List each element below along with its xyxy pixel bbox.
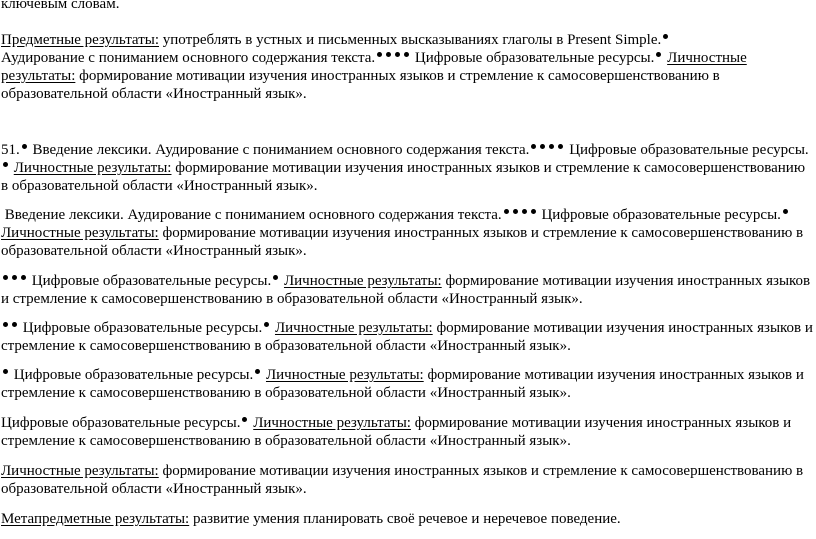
personal-results-label: Личностные результаты:	[274, 320, 433, 336]
bullet-icon	[783, 209, 788, 214]
lesson-number: 51.	[1, 142, 20, 158]
subject-results-label: Предметные результаты:	[1, 32, 159, 48]
personal-results-label: Личностные результаты:	[1, 50, 747, 84]
bullet-icon	[22, 144, 27, 149]
paragraph-intro	[1, 206, 813, 260]
bullet-icon	[242, 417, 247, 422]
bullet-icon	[395, 52, 400, 57]
bullet-icon	[540, 144, 545, 149]
bullet-icon	[273, 275, 278, 280]
bullet-icon	[12, 322, 17, 327]
personal-results-text: формирование мотивации изучения иностранных языков и стремление к самосовершенствованию в образовательной области «Иностранный язык».	[1, 320, 813, 354]
paragraph-personal	[1, 462, 813, 498]
personal-results-label: Личностные результаты:	[1, 225, 159, 241]
personal-results-text: формирование мотивации изучения иностранных языков и стремление к самосовершенствованию в образовательной области «Иностранный язык».	[1, 463, 804, 497]
paragraph-1	[1, 31, 813, 103]
bullet-icon	[255, 369, 260, 374]
intro-vocab-text: Введение лексики. Аудирование с пониманием основного содержания текста.	[4, 207, 502, 223]
bullet-icon	[3, 369, 8, 374]
paragraph-digital	[1, 414, 813, 450]
meta-results-label: Метапредметные результаты:	[1, 511, 190, 527]
personal-results-text: формирование мотивации изучения иностранных языков и стремление к самосовершенствованию в образовательной области «Иностранный язык».	[1, 160, 806, 194]
bullet-icon	[522, 209, 527, 214]
digital-resources-text: Цифровые образовательные ресурсы.	[569, 142, 809, 158]
personal-results-text: формирование мотивации изучения иностранных языков и стремление к самосовершенствованию в образовательной области «Иностранный язык».	[1, 225, 804, 259]
personal-results-label: Личностные результаты:	[13, 160, 172, 176]
paragraph-three-dots	[1, 272, 813, 308]
bullet-icon	[377, 52, 382, 57]
bullet-icon	[386, 52, 391, 57]
bullet-icon	[504, 209, 509, 214]
bullet-icon	[549, 144, 554, 149]
bullet-icon	[663, 34, 668, 39]
personal-results-label: Личностные результаты:	[1, 463, 159, 479]
paragraph-meta	[1, 510, 813, 528]
listening-text: Аудирование с пониманием основного содержания текста.	[1, 50, 376, 66]
personal-results-label: Личностные результаты:	[253, 415, 411, 431]
personal-results-text: формирование мотивации изучения иностранных языков и стремление к самосовершенствованию в образовательной области «Иностранный язык».	[1, 273, 811, 307]
subject-results-text: употреблять в устных и письменных высказываниях глаголы в Present Simple.	[162, 32, 662, 48]
intro-vocab-text: Введение лексики. Аудирование с пониманием основного содержания текста.	[32, 142, 530, 158]
bullet-icon	[21, 275, 26, 280]
bullet-icon	[531, 209, 536, 214]
bullet-icon	[531, 144, 536, 149]
personal-results-label: Личностные результаты:	[283, 273, 442, 289]
bullet-icon	[3, 322, 8, 327]
personal-results-text: формирование мотивации изучения иностранных языков и стремление к самосовершенствованию в образовательной области «Иностранный язык».	[1, 415, 792, 449]
digital-resources-text: Цифровые образовательные ресурсы.	[22, 320, 263, 336]
digital-resources-text: Цифровые образовательные ресурсы.	[541, 207, 781, 223]
bullet-icon	[3, 162, 8, 167]
digital-resources-text: Цифровые образовательные ресурсы.	[414, 50, 655, 66]
personal-results-label: Личностные результаты:	[265, 367, 424, 383]
digital-resources-text: Цифровые образовательные ресурсы.	[1, 415, 241, 431]
bullet-icon	[404, 52, 409, 57]
bullet-icon	[513, 209, 518, 214]
paragraph-51	[1, 141, 813, 195]
personal-results-text: формирование мотивации изучения иностранных языков и стремление к самосовершенствованию в образовательной области «Иностранный язык».	[1, 68, 720, 102]
paragraph-two-dots	[1, 319, 813, 355]
bullet-icon	[12, 275, 17, 280]
digital-resources-text: Цифровые образовательные ресурсы.	[31, 273, 272, 289]
meta-results-text: развитие умения планировать своё речевое и неречевое поведение.	[192, 511, 621, 527]
bullet-icon	[656, 52, 661, 57]
bullet-icon	[3, 275, 8, 280]
digital-resources-text: Цифровые образовательные ресурсы.	[13, 367, 254, 383]
text-fragment-top	[1, 0, 813, 13]
bullet-icon	[558, 144, 563, 149]
top-fragment: ключевым словам.	[1, 0, 120, 12]
personal-results-text: формирование мотивации изучения иностранных языков и стремление к самосовершенствованию в образовательной области «Иностранный язык».	[1, 367, 804, 401]
paragraph-one-dot	[1, 366, 813, 402]
bullet-icon	[264, 322, 269, 327]
